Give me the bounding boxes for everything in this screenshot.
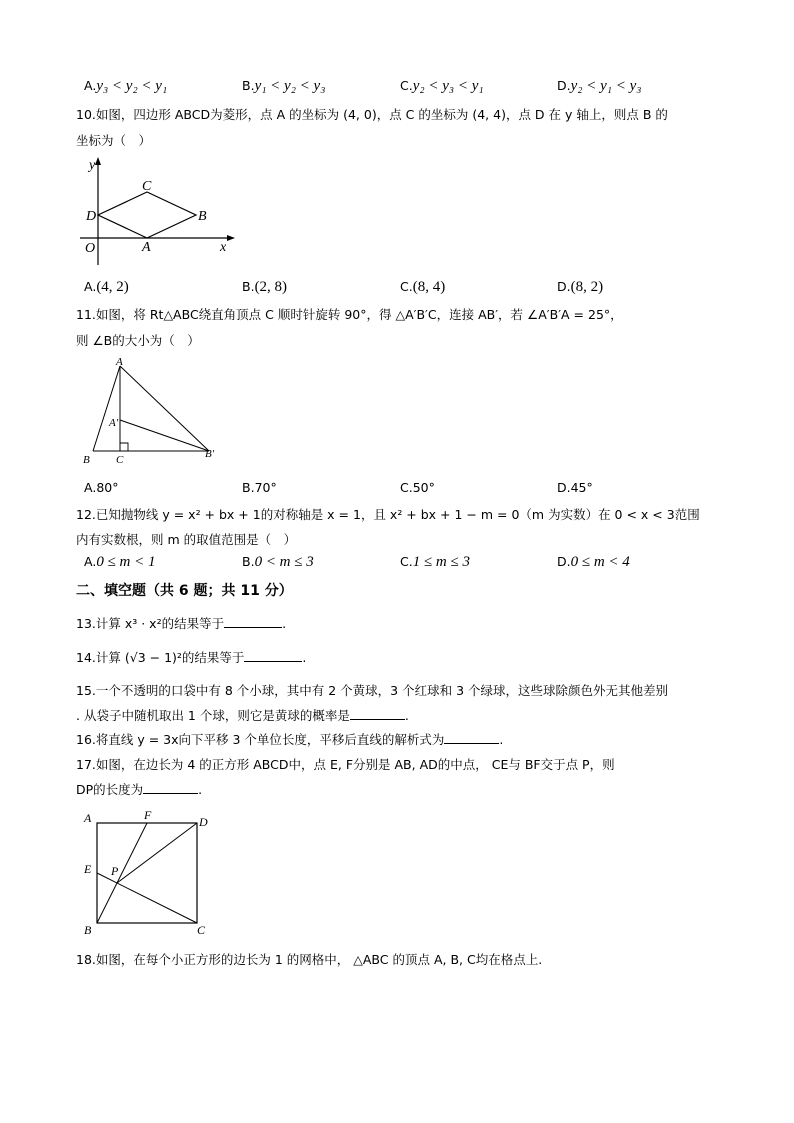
y-axis-arrow	[95, 157, 101, 165]
option-text: (2, 8)	[254, 279, 288, 295]
q10-stem-line2: 坐标为（ ）	[76, 133, 152, 148]
q9-option-c	[400, 78, 484, 95]
q14-stem	[76, 648, 306, 666]
option-letter: A.	[84, 480, 97, 495]
option-text: 70°	[254, 480, 277, 495]
q11-option-c	[400, 480, 435, 495]
q17-answer-blank[interactable]	[143, 793, 198, 794]
option-text: 45°	[570, 480, 593, 495]
q11-stem-line2: 则 ∠B的大小为（ ）	[76, 333, 200, 348]
q10-option-a	[84, 279, 129, 296]
option-text: y₂ < y₁ < y₃	[570, 78, 642, 94]
q14-period: .	[302, 650, 307, 665]
q11-option-b	[242, 480, 277, 495]
q13-answer-blank[interactable]	[224, 627, 282, 628]
option-letter: C.	[400, 554, 413, 569]
q16-answer-blank[interactable]	[444, 743, 499, 744]
option-text: y₂ < y₃ < y₁	[412, 78, 484, 94]
q12-stem-line2: 内有实数根，则 m 的取值范围是（ ）	[76, 532, 297, 547]
option-letter: A.	[84, 554, 97, 569]
option-text: 50°	[412, 480, 435, 495]
q12-option-a	[84, 554, 156, 571]
q17-stem-line1: 17.如图，在边长为 4 的正方形 ABCD中，点 E, F分别是 AB, AD的中点， CE与 BF交于点 P，则	[76, 757, 615, 772]
label-b: B	[84, 923, 92, 937]
option-letter: B.	[242, 279, 255, 294]
option-text: (4, 2)	[96, 279, 129, 295]
option-text: y₁ < y₂ < y₃	[254, 78, 326, 94]
q15-text: . 从袋子中随机取出 1 个球，则它是黄球的概率是	[76, 708, 350, 723]
label-a: A	[84, 811, 92, 825]
label-a-prime: A′	[109, 417, 119, 429]
label-c: C	[142, 179, 152, 194]
label-f: F	[144, 808, 152, 822]
option-letter: D.	[557, 78, 571, 93]
label-o: O	[85, 241, 96, 256]
option-text: (8, 4)	[412, 279, 446, 295]
line-ab	[93, 366, 120, 451]
q15-answer-blank[interactable]	[350, 719, 405, 720]
label-c: C	[197, 923, 206, 937]
label-c: C	[116, 454, 124, 466]
q12-stem-line1: 12.已知抛物线 y = x² + bx + 1的对称轴是 x = 1，且 x² + bx + 1 − m = 0（m 为实数）在 0 < x < 3范围	[76, 507, 700, 522]
option-text: y₃ < y₂ < y₁	[96, 78, 168, 94]
label-p: P	[111, 864, 119, 878]
label-e: E	[84, 862, 92, 876]
option-text: (8, 2)	[570, 279, 604, 295]
section-heading: 二、填空题（共 6 题；共 11 分）	[76, 583, 293, 599]
line-ab2	[120, 366, 209, 451]
q18-stem-line1: 18.如图，在每个小正方形的边长为 1 的网格中， △ABC 的顶点 A, B, C均在格点上.	[76, 952, 543, 967]
option-letter: A.	[84, 279, 97, 294]
q16-period: .	[499, 732, 504, 747]
q13-stem	[76, 614, 286, 632]
label-a: A	[116, 356, 123, 368]
option-letter: C.	[400, 78, 413, 93]
q9-option-a	[84, 78, 167, 95]
q10-option-d	[557, 279, 603, 296]
q15-stem-line2	[76, 706, 409, 724]
option-text: 80°	[96, 480, 119, 495]
q10-stem-line1: 10.如图，四边形 ABCD为菱形，点 A 的坐标为 (4, 0)，点 C 的坐标为 (4, 4)，点 D 在 y 轴上，则点 B 的	[76, 107, 668, 122]
q11-figure	[78, 356, 228, 468]
q13-text: 13.计算 x³ · x²的结果等于	[76, 616, 225, 631]
line-dp	[117, 823, 197, 883]
option-letter: A.	[84, 78, 97, 93]
q17-stem-line2	[76, 780, 202, 798]
right-angle-mark	[120, 443, 128, 451]
option-letter: C.	[400, 279, 413, 294]
option-letter: D.	[557, 480, 571, 495]
q17-figure	[80, 808, 220, 938]
q17-period: .	[198, 782, 203, 797]
q15-period: .	[404, 708, 409, 723]
option-letter: B.	[242, 78, 255, 93]
q10-figure	[80, 155, 240, 270]
x-axis-arrow	[227, 235, 235, 241]
q15-stem-line1: 15.一个不透明的口袋中有 8 个小球，其中有 2 个黄球，3 个红球和 3 个绿球，这些球除颜色外无其他差别	[76, 683, 669, 698]
q11-option-a	[84, 480, 118, 495]
q12-option-d	[557, 554, 630, 571]
line-bf	[97, 823, 147, 923]
q16-stem	[76, 730, 503, 748]
option-letter: B.	[242, 554, 255, 569]
label-b-prime: B′	[205, 448, 215, 460]
q12-option-b	[242, 554, 314, 571]
option-letter: D.	[557, 554, 571, 569]
line-ce	[97, 873, 197, 923]
label-b: B	[83, 454, 90, 466]
label-d: D	[86, 209, 97, 224]
option-text: 0 ≤ m < 1	[96, 554, 156, 570]
q11-stem-line1: 11.如图，将 Rt△ABC绕直角顶点 C 顺时针旋转 90°，得 △A′B′C，连接 AB′，若 ∠A′B′A = 25°，	[76, 307, 623, 322]
rhombus-abcd	[98, 192, 196, 238]
q13-period: .	[282, 616, 287, 631]
option-text: 0 < m ≤ 3	[254, 554, 314, 570]
q10-option-c	[400, 279, 445, 296]
q16-text: 16.将直线 y = 3x向下平移 3 个单位长度，平移后直线的解析式为	[76, 732, 445, 747]
line-a2b2	[120, 420, 209, 451]
q14-answer-blank[interactable]	[244, 661, 302, 662]
label-y: y	[89, 158, 96, 173]
label-x: x	[220, 240, 227, 255]
q9-option-d	[557, 78, 641, 95]
label-d: D	[199, 815, 208, 829]
q10-option-b	[242, 279, 287, 296]
q17-text: DP的长度为	[76, 782, 144, 797]
q11-option-d	[557, 480, 593, 495]
option-text: 1 ≤ m ≤ 3	[412, 554, 471, 570]
option-text: 0 ≤ m < 4	[570, 554, 630, 570]
label-b: B	[198, 209, 207, 224]
option-letter: B.	[242, 480, 255, 495]
label-a: A	[142, 240, 151, 255]
option-letter: D.	[557, 279, 571, 294]
q14-text: 14.计算 (√3 − 1)²的结果等于	[76, 650, 245, 665]
q12-option-c	[400, 554, 470, 571]
q9-option-b	[242, 78, 325, 95]
option-letter: C.	[400, 480, 413, 495]
